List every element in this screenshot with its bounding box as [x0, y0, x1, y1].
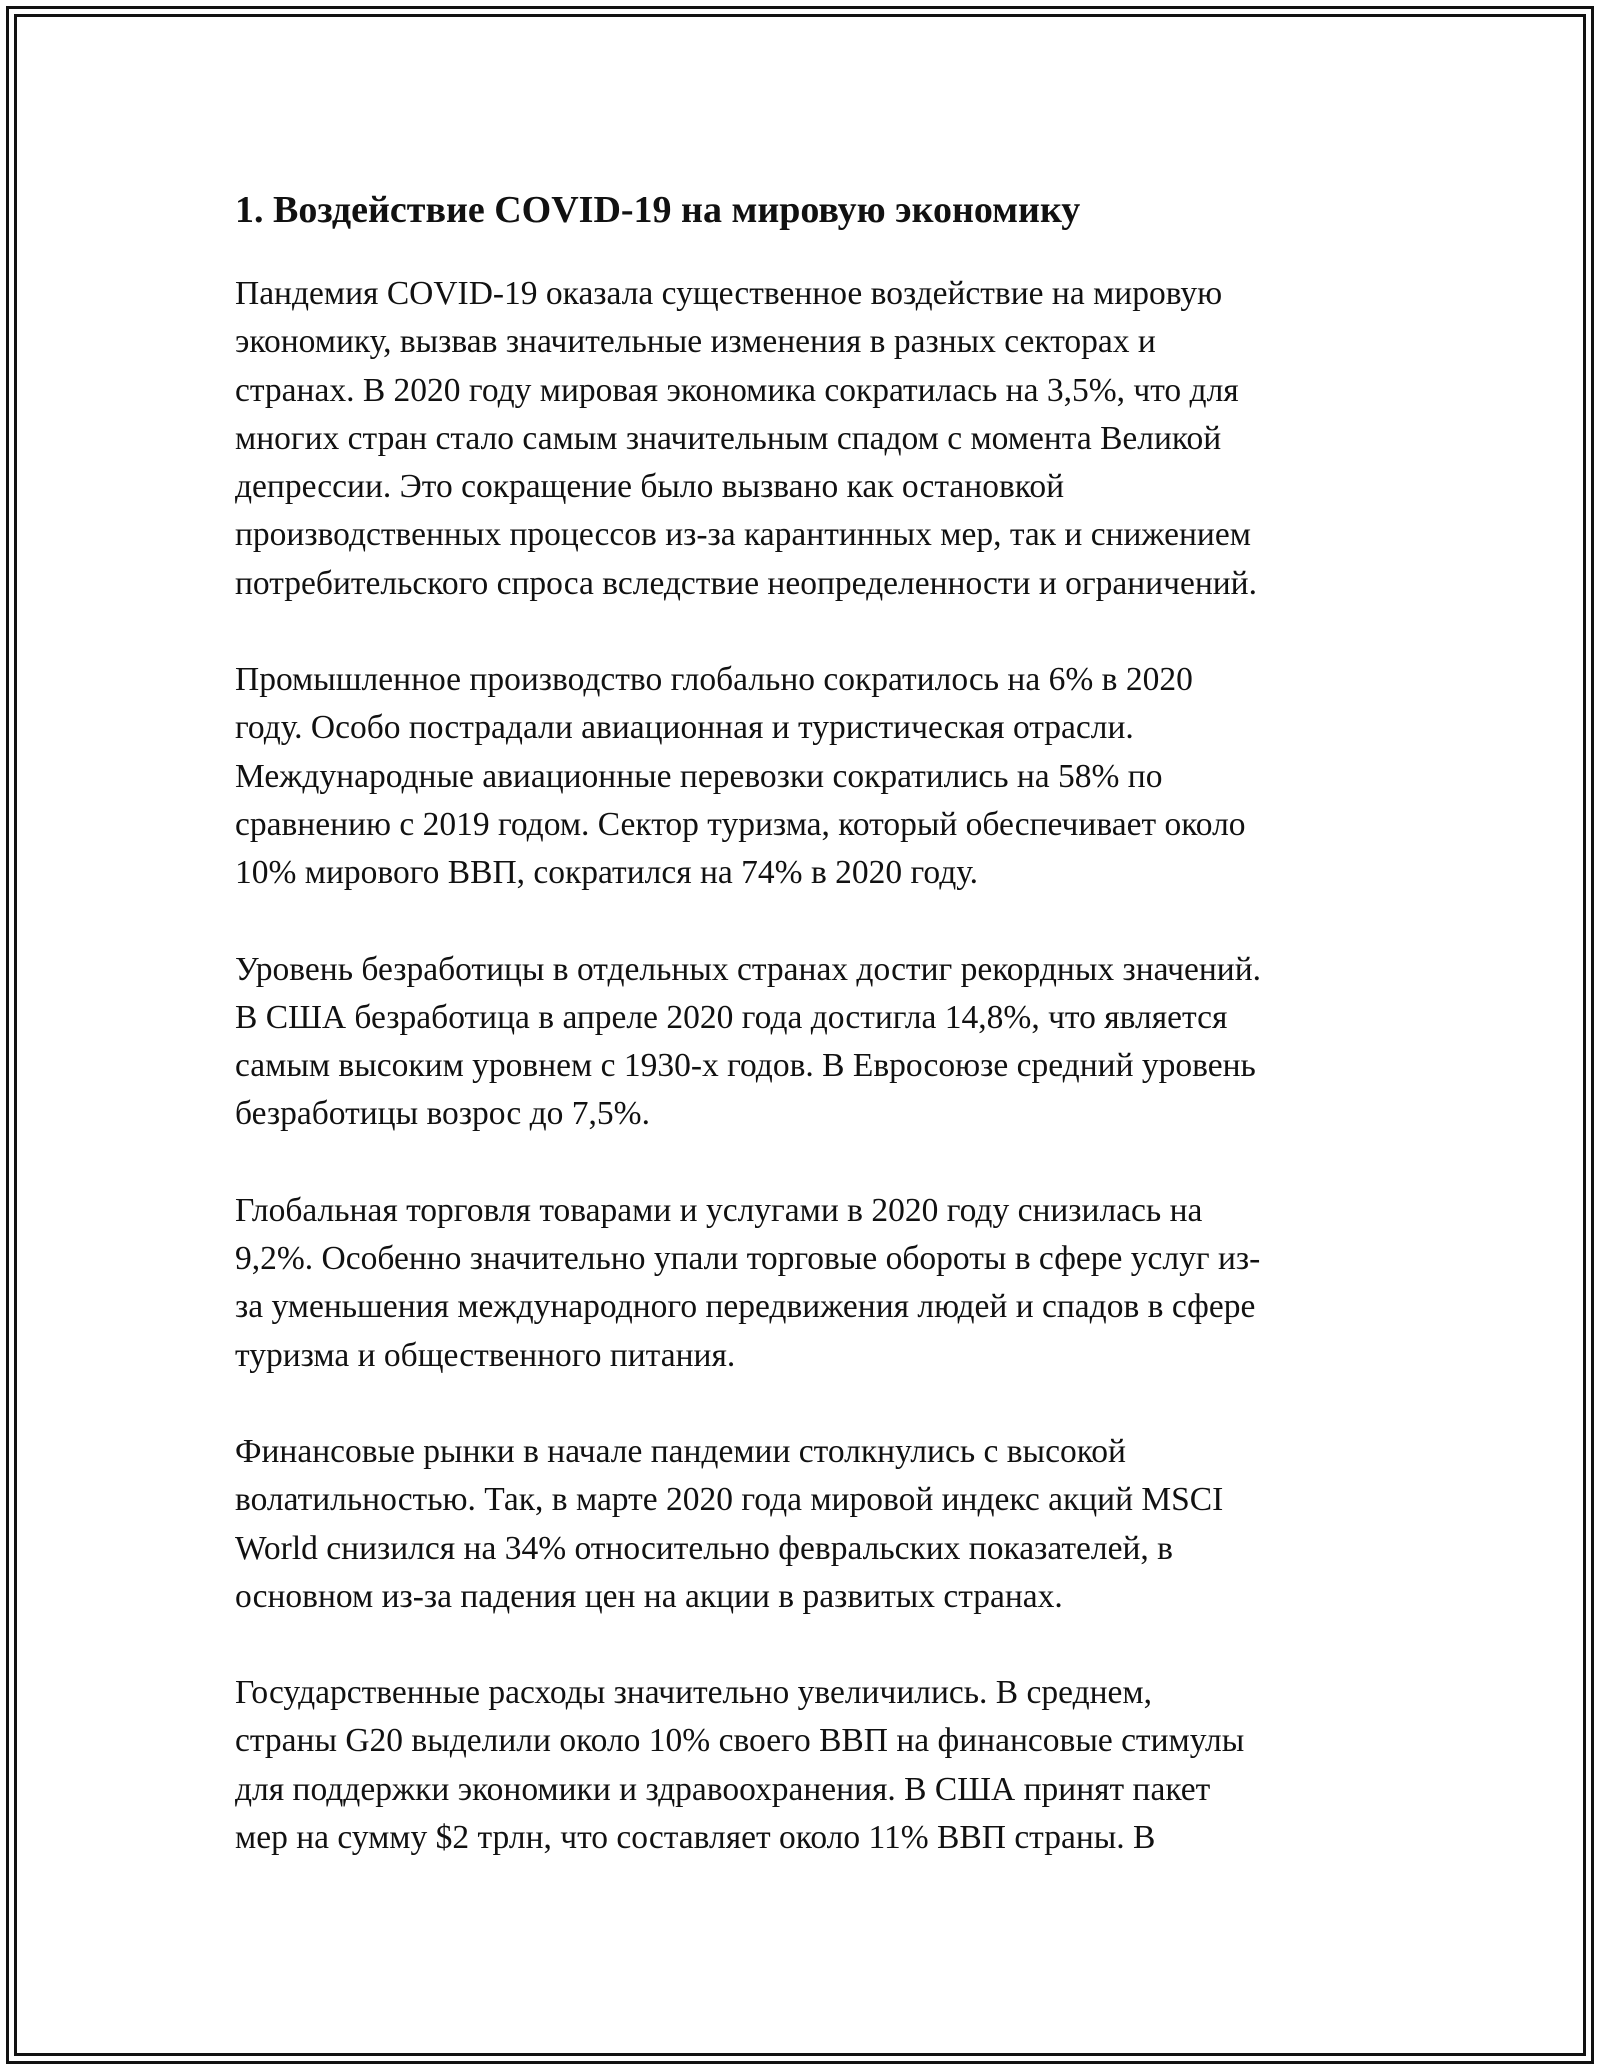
paragraph-unemployment	[235, 946, 1375, 1139]
text-line: производственных процессов из-за карантинных мер, так и снижением	[235, 516, 1251, 554]
text-line: сравнению с 2019 годом. Сектор туризма, который обеспечивает около	[235, 805, 1246, 843]
text-line: Финансовые рынки в начале пандемии столкнулись с высокой	[235, 1432, 1126, 1470]
paragraph-global-trade	[235, 1187, 1375, 1380]
text-line: 10% мирового ВВП, сократился на 74% в 2020 году.	[235, 854, 979, 892]
text-line: Глобальная торговля товарами и услугами в 2020 году снизилась на	[235, 1191, 1203, 1229]
text-line: 9,2%. Особенно значительно упали торговые обороты в сфере услуг из-	[235, 1240, 1261, 1278]
text-line: странах. В 2020 году мировая экономика сократилась на 3,5%, что для	[235, 371, 1239, 409]
text-line: страны G20 выделили около 10% своего ВВП на финансовые стимулы	[235, 1722, 1245, 1760]
text-line: Государственные расходы значительно увеличились. В среднем,	[235, 1674, 1152, 1712]
text-line: мер на сумму $2 трлн, что составляет около 11% ВВП страны. В	[235, 1819, 1156, 1857]
text-line: Уровень безработицы в отдельных странах достиг рекордных значений.	[235, 950, 1262, 988]
text-line: Пандемия COVID-19 оказала существенное воздействие на мировую	[235, 275, 1223, 312]
text-line: за уменьшения международного передвижения людей и спадов в сфере	[235, 1288, 1256, 1326]
text-line: потребительского спроса вследствие неопределенности и ограничений.	[235, 564, 1257, 602]
paragraph-financial-markets	[235, 1428, 1375, 1621]
text-line: World снизился на 34% относительно февральских показателей, в	[235, 1529, 1173, 1567]
text-line: основном из-за падения цен на акции в развитых странах.	[235, 1577, 1063, 1615]
section-heading: 1. Воздействие COVID-19 на мировую экономику	[235, 189, 1081, 231]
paragraph-global-economy	[235, 270, 1375, 608]
text-line: депрессии. Это сокращение было вызвано как остановкой	[235, 468, 1065, 506]
text-line: Международные авиационные перевозки сократились на 58% по	[235, 757, 1163, 795]
text-line: туризма и общественного питания.	[235, 1336, 736, 1374]
text-line: Промышленное производство глобально сократилось на 6% в 2020	[235, 661, 1193, 699]
text-line: безработицы возрос до 7,5%.	[235, 1095, 650, 1133]
text-line: экономику, вызвав значительные изменения в разных секторах и	[235, 323, 1156, 361]
text-line: многих стран стало самым значительным спадом с момента Великой	[235, 419, 1222, 457]
document-body	[235, 186, 1375, 1862]
text-line: волатильностью. Так, в марте 2020 года мировой индекс акций MSCI	[235, 1481, 1224, 1519]
text-line: для поддержки экономики и здравоохранения. В США принят пакет	[235, 1770, 1211, 1808]
paragraph-government-spending	[235, 1669, 1375, 1862]
text-line: В США безработица в апреле 2020 года достигла 14,8%, что является	[235, 998, 1228, 1036]
paragraph-industry-tourism	[235, 656, 1375, 897]
text-line: году. Особо пострадали авиационная и туристическая отрасли.	[235, 709, 1134, 747]
text-line: самым высоким уровнем с 1930-х годов. В Евросоюзе средний уровень	[235, 1047, 1256, 1085]
